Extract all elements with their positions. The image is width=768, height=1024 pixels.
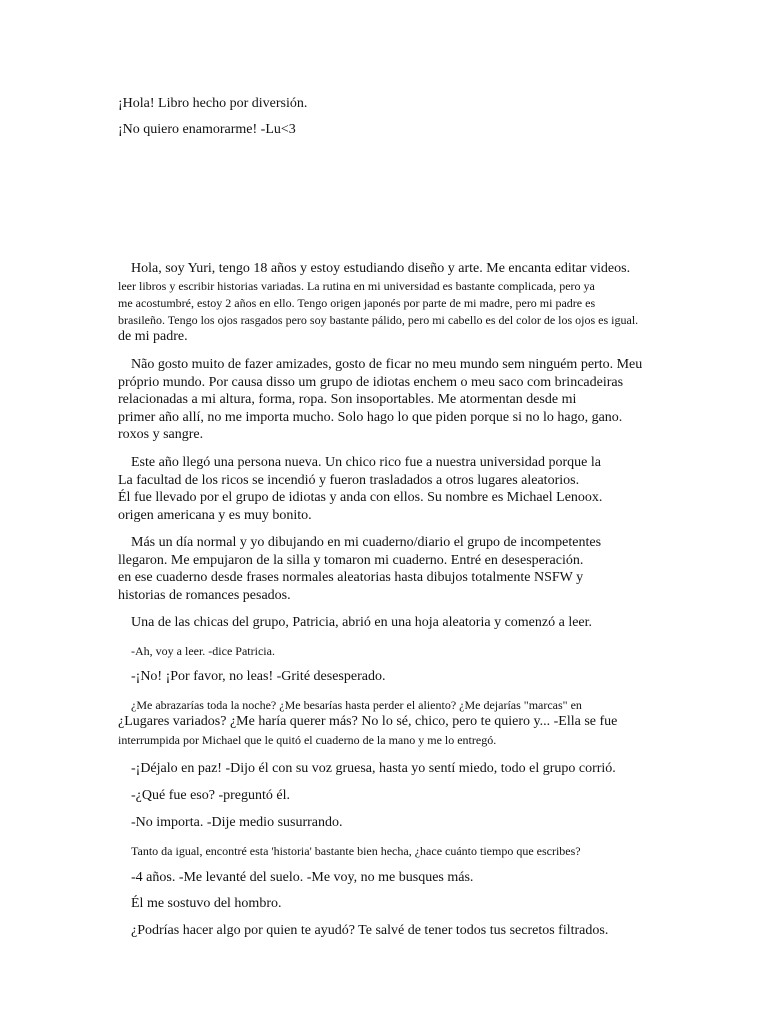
text-line: relacionadas a mi altura, forma, ropa. Son insoportables. Me atormentan desde mi bbox=[118, 392, 577, 407]
text-line: Él me sostuvo del hombro. bbox=[131, 896, 282, 911]
text-line: primer año allí, no me importa mucho. Solo hago lo que piden porque si no lo hago, gano. bbox=[118, 410, 623, 425]
text-line: La facultad de los ricos se incendió y fueron trasladados a otros lugares aleatorios. bbox=[118, 473, 580, 488]
text-line: interrumpida por Michael que le quitó el cuaderno de la mano y me lo entregó. bbox=[118, 733, 497, 747]
dialogue-line: ¿Podrías hacer algo por quien te ayudó? Te salvé de tener todos tus secretos filtrados. bbox=[131, 923, 609, 938]
dialogue-line: -¿Qué fue eso? -preguntó él. bbox=[131, 788, 290, 803]
text-line: Una de las chicas del grupo, Patricia, abrió en una hoja aleatoria y comenzó a leer. bbox=[131, 615, 593, 630]
text-line: llegaron. Me empujaron de la silla y tomaron mi cuaderno. Entré en desesperación. bbox=[118, 553, 584, 568]
text-line: próprio mundo. Por causa disso um grupo de idiotas enchem o meu saco com brincadeiras bbox=[118, 375, 624, 390]
text-line: origen americana y es muy bonito. bbox=[118, 508, 312, 523]
header-line: ¡No quiero enamorarme! -Lu<3 bbox=[118, 122, 296, 137]
text-line: en ese cuaderno desde frases normales aleatorias hasta dibujos totalmente NSFW y bbox=[118, 570, 584, 585]
text-line: brasileño. Tengo los ojos rasgados pero soy bastante pálido, pero mi cabello es del color de los ojos es igual. bbox=[118, 313, 639, 327]
dialogue-line: Tanto da igual, encontré esta 'historia' bastante bien hecha, ¿hace cuánto tiempo que escribes? bbox=[131, 844, 581, 858]
text-line: leer libros y escribir historias variadas. La rutina en mi universidad es bastante complicada, pero ya bbox=[118, 279, 595, 293]
text-line: ¿Me abrazarías toda la noche? ¿Me besarías hasta perder el aliento? ¿Me dejarías "marcas" en bbox=[131, 698, 582, 712]
text-line: Él fue llevado por el grupo de idiotas y anda con ellos. Su nombre es Michael Lenoox. bbox=[118, 490, 603, 505]
header-line: ¡Hola! Libro hecho por diversión. bbox=[118, 96, 308, 111]
dialogue-line: -¡Déjalo en paz! -Dijo él con su voz gruesa, hasta yo sentí miedo, todo el grupo corrió. bbox=[131, 761, 616, 776]
text-line: roxos y sangre. bbox=[118, 427, 204, 442]
dialogue-line: -No importa. -Dije medio susurrando. bbox=[131, 815, 343, 830]
text-line: Não gosto muito de fazer amizades, gosto de ficar no meu mundo sem ninguém perto. Meu bbox=[131, 357, 643, 372]
dialogue-line: -4 años. -Me levanté del suelo. -Me voy, no me busques más. bbox=[131, 870, 474, 885]
text-line: Hola, soy Yuri, tengo 18 años y estoy estudiando diseño y arte. Me encanta editar videos. bbox=[131, 261, 631, 276]
text-line: me acostumbré, estoy 2 años en ello. Tengo origen japonés por parte de mi madre, pero mi padre es bbox=[118, 296, 596, 310]
dialogue-line: -¡No! ¡Por favor, no leas! -Grité desesperado. bbox=[131, 669, 386, 684]
text-line: Más un día normal y yo dibujando en mi cuaderno/diario el grupo de incompetentes bbox=[131, 535, 602, 550]
text-line: ¿Lugares variados? ¿Me haría querer más? No lo sé, chico, pero te quiero y... -Ella se fue bbox=[118, 714, 618, 729]
text-line: Este año llegó una persona nueva. Un chico rico fue a nuestra universidad porque la bbox=[131, 455, 601, 470]
text-line: de mi padre. bbox=[118, 329, 188, 344]
text-line: historias de romances pesados. bbox=[118, 588, 291, 603]
dialogue-line: -Ah, voy a leer. -dice Patricia. bbox=[131, 644, 275, 658]
